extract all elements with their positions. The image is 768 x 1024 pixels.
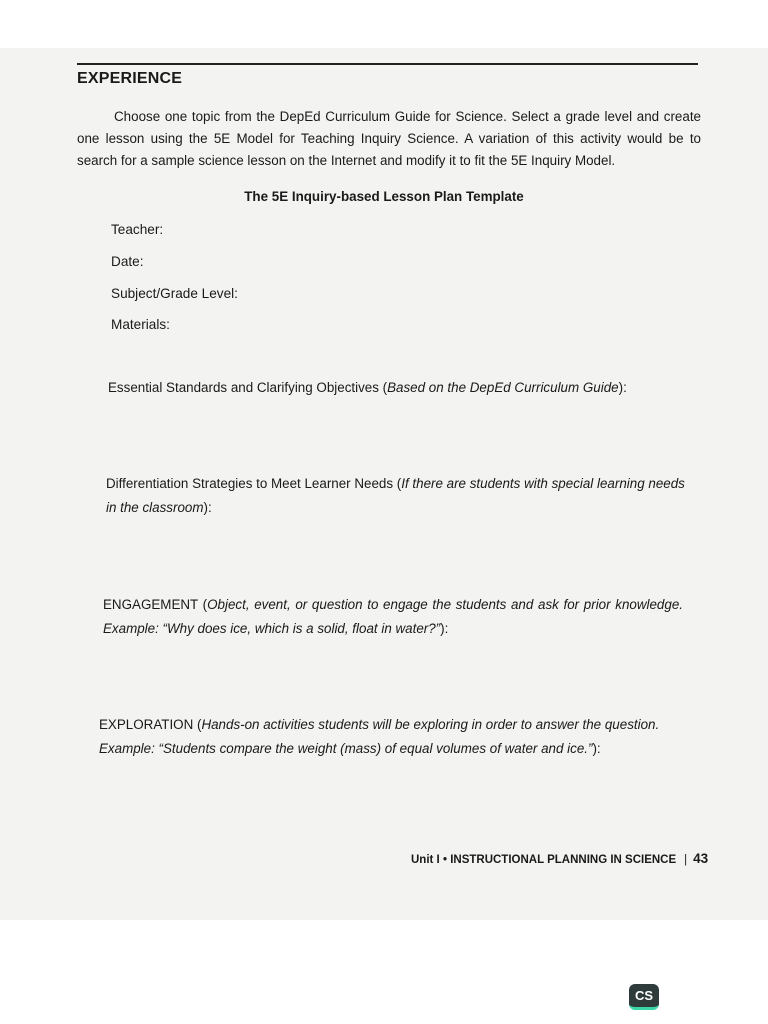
- exploration-label: EXPLORATION (: [99, 717, 202, 732]
- standards-note: Based on the DepEd Curriculum Guide: [387, 380, 619, 395]
- section-heading: EXPERIENCE: [77, 70, 183, 87]
- footer-unit: Unit I: [411, 854, 440, 866]
- page-number: 43: [693, 851, 709, 866]
- top-rule: [77, 63, 698, 65]
- exploration-section: [99, 713, 684, 761]
- page-footer: [411, 851, 708, 866]
- exploration-tail: ):: [592, 741, 601, 756]
- exploration-note: Hands-on activities students will be exploring in order to answer the question. Example: “Students compare the weight (mass) of equal volumes of water and ice.”: [99, 717, 660, 756]
- footer-bullet: •: [442, 854, 447, 866]
- footer-separator: |: [684, 854, 688, 866]
- teacher-field: Teacher:: [111, 222, 164, 237]
- template-title: The 5E Inquiry-based Lesson Plan Template: [244, 189, 524, 204]
- differentiation-section: [106, 472, 690, 520]
- differentiation-label: Differentiation Strategies to Meet Learner Needs (: [106, 476, 402, 491]
- camscanner-logo-icon[interactable]: CS: [629, 984, 659, 1010]
- engagement-tail: ):: [440, 621, 449, 636]
- standards-tail: ):: [618, 380, 627, 395]
- standards-section: [108, 376, 708, 400]
- subject-grade-field: Subject/Grade Level:: [111, 286, 238, 301]
- differentiation-tail: ):: [203, 500, 212, 515]
- standards-label: Essential Standards and Clarifying Objectives (: [108, 380, 388, 395]
- materials-field: Materials:: [111, 317, 170, 332]
- engagement-label: ENGAGEMENT (: [103, 597, 208, 612]
- intro-paragraph: Choose one topic from the DepEd Curriculum Guide for Science. Select a grade level and create one lesson using the 5E Model for Teaching Inquiry Science. A variation of this activity would be to search for a sample science lesson on the Internet and modify it to fit the 5E Inquiry Model.: [77, 109, 701, 168]
- engagement-section: [103, 593, 683, 641]
- engagement-note: Object, event, or question to engage the students and ask for prior knowledge. Example: “Why does ice, which is a solid, float in water?”: [103, 597, 683, 636]
- date-field: Date:: [111, 254, 144, 269]
- footer-title: INSTRUCTIONAL PLANNING IN SCIENCE: [450, 854, 677, 866]
- differentiation-note: If there are students with special learning needs in the classroom: [106, 476, 685, 515]
